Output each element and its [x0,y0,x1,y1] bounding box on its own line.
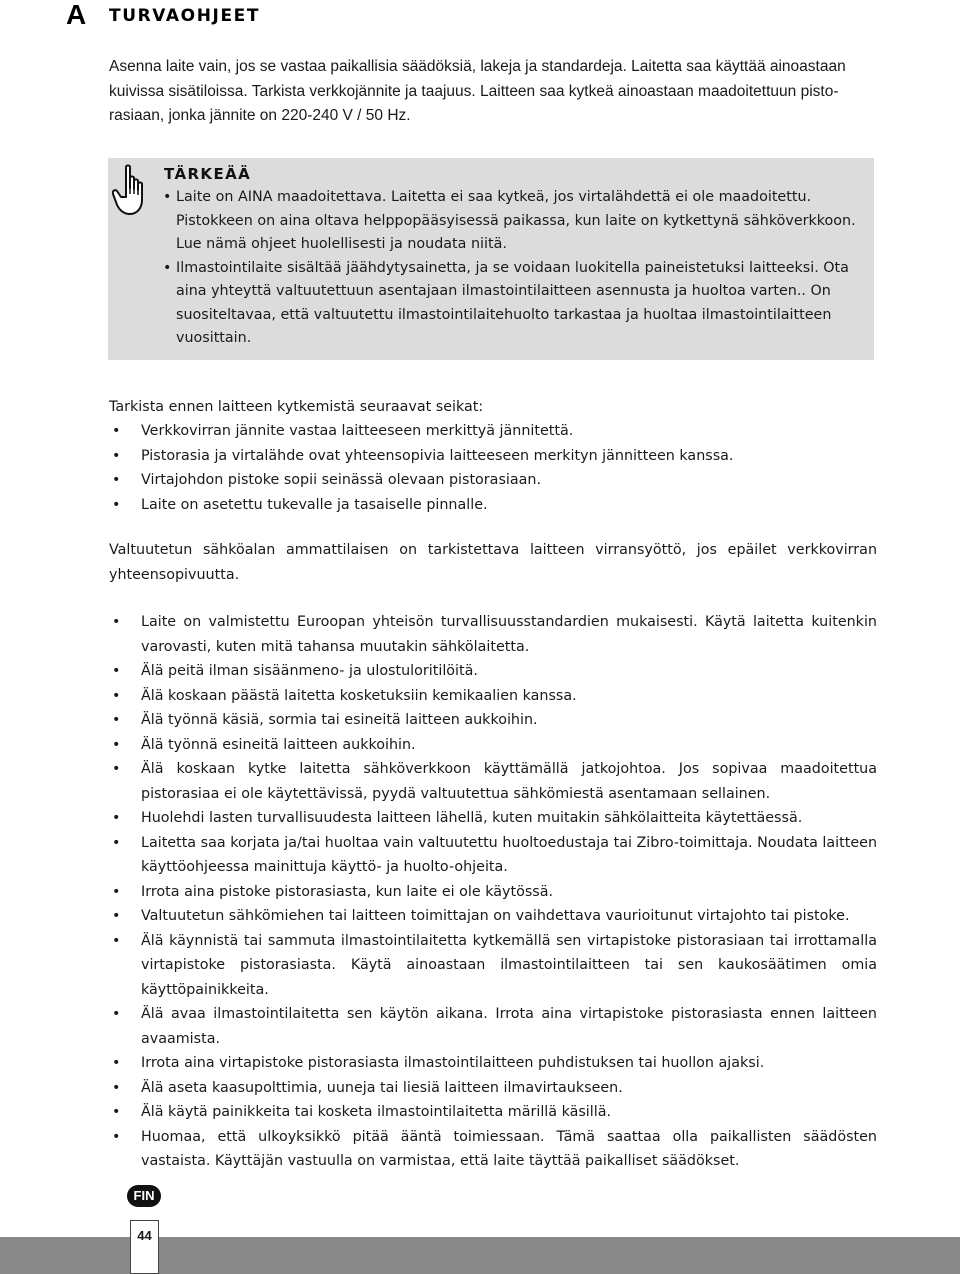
list-item: • Älä aseta kaasupolttimia, uuneja tai liesiä laitteen ilmavirtaukseen. [109,1076,877,1101]
checks-intro: Tarkista ennen laitteen kytkemistä seuraavat seikat: [109,399,484,415]
list-item: • Laite on asetettu tukevalle ja tasaiselle pinnalle. [109,493,877,518]
language-badge: FIN [127,1185,161,1207]
list-item: • Irrota aina virtapistoke pistorasiasta ilmastointilaitteen puhdistuksen tai huollon ajaksi. [109,1051,877,1076]
electrician-note: Valtuutetun sähköalan ammattilaisen on tarkistettava laitteen virransyöttö, jos epäilet verkkovirran yhteensopivuutta. [109,542,877,583]
list-item: • Huolehdi lasten turvallisuudesta laitteen lähellä, kuten muitakin sähkölaitteita käytettäessä. [109,806,877,831]
intro-line: Asenna laite vain, jos se vastaa paikallisia säädöksiä, lakeja ja standardeja. Laitetta saa käyttää ainoastaan [109,58,846,75]
important-list [162,186,867,351]
list-item: • Älä avaa ilmastointilaitetta sen käytön aikana. Irrota aina virtapistoke pistorasiasta ennen laitteen avaamista. [109,1002,877,1051]
list-item: • Älä käytä painikkeita tai kosketa ilmastointilaitetta märillä käsillä. [109,1100,877,1125]
important-line: aina yhteyttä valtuutettuun asentajaan ilmastointilaitteen asennusta ja huoltoa varten.. On [176,283,831,299]
list-item: • Laitetta saa korjata ja/tai huoltaa vain valtuutettu huoltoedustaja tai Zibro-toimittaja. Noudata laitteen käyttöohjeessa mainittuja käyttö- ja huolto-ohjeita. [109,831,877,880]
intro-line: kuivissa sisätiloissa. Tarkista verkkojännite ja taajuus. Laitteen saa kytkeä ainoastaan maadoitettuun pisto- [109,82,839,100]
important-line: • Ilmastointilaite sisältää jäähdytysainetta, ja se voidaan luokitella paineistetuksi laitteeksi. Ota [176,259,849,276]
intro-line: rasiaan, jonka jännite on 220-240 V / 50 Hz. [109,107,411,124]
list-item: • Irrota aina pistoke pistorasiasta, kun laite ei ole käytössä. [109,880,877,905]
list-item: • Älä työnnä esineitä laitteen aukkoihin. [109,733,877,758]
list-item: • Verkkovirran jännite vastaa laitteeseen merkittyä jännitettä. [109,419,877,444]
list-item: • Laite on valmistettu Euroopan yhteisön turvallisuusstandardien mukaisesti. Käytä laitetta kuitenkin varovasti, kuten mitä tahansa muutakin sähkölaitetta. [109,610,877,659]
list-item: • Pistorasia ja virtalähde ovat yhteensopivia laitteeseen merkityn jännitteen kanssa. [109,444,877,469]
list-item: • Älä peitä ilman sisäänmeno- ja ulostuloritilöitä. [109,659,877,684]
list-item: • Valtuutetun sähkömiehen tai laitteen toimittajan on vaihdettava vaurioitunut virtajohto tai pistoke. [109,904,877,929]
important-line: vuosittain. [176,330,252,346]
important-item [162,257,867,351]
important-line: suositeltavaa, että valtuutettu ilmastointilaitehuolto tarkastaa ja huoltaa ilmastointilaitteen [176,306,832,323]
important-line: Lue nämä ohjeet huolellisesti ja noudata niitä. [176,236,507,252]
list-item: • Älä työnnä käsiä, sormia tai esineitä laitteen aukkoihin. [109,708,877,733]
list-item: • Virtajohdon pistoke sopii seinässä olevaan pistorasiaan. [109,468,877,493]
list-item: • Älä koskaan kytke laitetta sähköverkkoon käyttämällä jatkojohtoa. Jos sopivaa maadoitettua pistorasiaa ei ole käytettävissä, pyydä valtuutettua sähkömiestä asentamaan sellainen. [109,757,877,806]
list-item: • Älä käynnistä tai sammuta ilmastointilaitetta kytkemällä sen virtapistoke pistorasiaan tai irrottamalla virtapistoke pistorasiasta. Käytä ainoastaan ilmastointilaitteen tai sen kaukosäätimen omia käyttöpainikkeita. [109,929,877,1003]
list-item: • Älä koskaan päästä laitetta kosketuksiin kemikaalien kanssa. [109,684,877,709]
hand-pointing-icon [112,164,152,216]
important-title: TÄRKEÄÄ [164,165,252,183]
list-item: • Huomaa, että ulkoyksikkö pitää ääntä toimiessaan. Tämä saattaa olla paikallisten säädösten vastaista. Käyttäjän vastuulla on varmistaa, että laite täyttää paikalliset säädökset. [109,1125,877,1174]
important-line: Pistokkeen on aina oltava helppopääsyisessä paikassa, kun laite on kytkettynä sähköverkkoon. [176,212,856,229]
safety-list [109,610,877,1174]
section-letter: A [66,0,87,30]
page-number: 44 [130,1220,159,1274]
checks-list [109,419,877,517]
section-title: TURVAOHJEET [109,6,261,26]
intro-text [109,55,879,129]
important-item [162,186,867,257]
important-box [108,158,874,360]
important-line: • Laite on AINA maadoitettava. Laitetta ei saa kytkeä, jos virtalähdettä ei ole maadoitettu. [176,189,812,205]
